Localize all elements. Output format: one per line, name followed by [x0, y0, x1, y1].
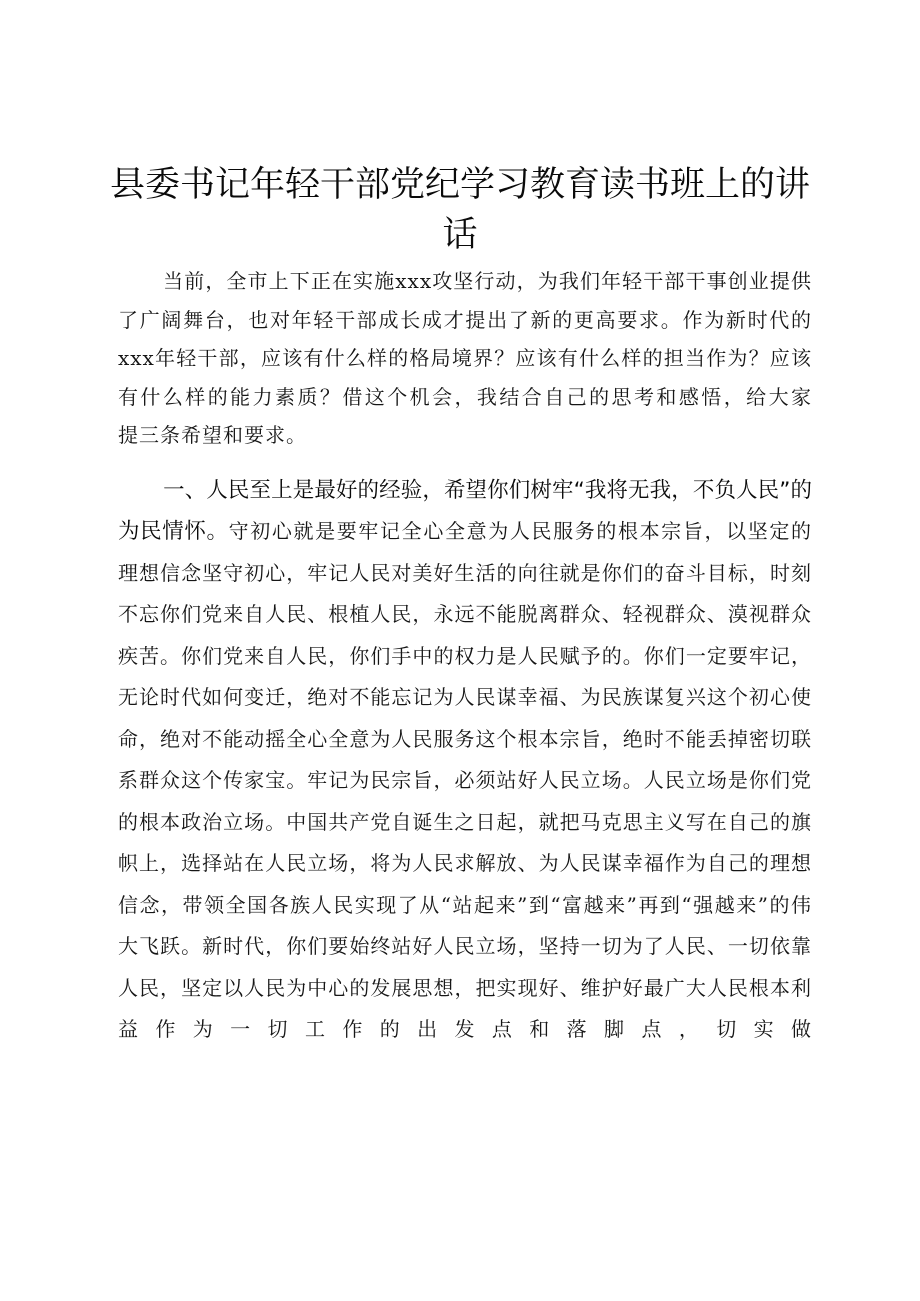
section-one-paragraph [118, 470, 812, 1051]
section-one-body: 守初心就是要牢记全心全意为人民服务的根本宗旨，以坚定的理想信念坚守初心，牢记人民对美好生活的向往就是你们的奋斗目标，时刻不忘你们党来自人民、根植人民，永远不能脱离群众、轻视群众、漠视群众疾苦。你们党来自人民，你们手中的权力是人民赋予的。你们一定要牢记，无论时代如何变迁，绝对不能忘记为人民谋幸福、为民族谋复兴这个初心使命，绝对不能动摇全心全意为人民服务这个根本宗旨，绝时不能丢掉密切联系群众这个传家宝。牢记为民宗旨，必须站好人民立场。人民立场是你们党的根本政治立场。中国共产党自诞生之日起，就把马克思主义写在自己的旗帜上，选择站在人民立场，将为人民求解放、为人民谋幸福作为自己的理想信念，带领全国各族人民实现了从“站起来”到“富越来”再到“强越来”的伟大飞跃。新时代，你们要始终站好人民立场，坚持一切为了人民、一切依靠人民，坚定以人民为中心的发展思想，把实现好、维护好最广大人民根本利益作为一切工作的出发点和落脚点，切实做 [118, 519, 812, 1042]
intro-paragraph-last-line: 提三条希望和要求。 [118, 423, 307, 448]
intro-paragraph-text: 当前，全市上下正在实施xxx攻坚行动，为我们年轻干部干事创业提供了广阔舞台，也对年轻干部成长成才提出了新的更高要求。作为新时代的xxx年轻干部，应该有什么样的格局境界？应该有什么样的担当作为？应该有什么样的能力素质？借这个机会，我结合自己的思考和感悟，给大家 [118, 269, 812, 409]
document-body [118, 262, 812, 1051]
intro-paragraph [118, 262, 812, 455]
document-title: 县委书记年轻干部党纪学习教育读书班上的讲话 [110, 165, 811, 255]
section-one-heading: 一、人民至上是最好的经验，希望你们树牢“我将无我，不负人民”的为民情怀。 [118, 477, 812, 545]
